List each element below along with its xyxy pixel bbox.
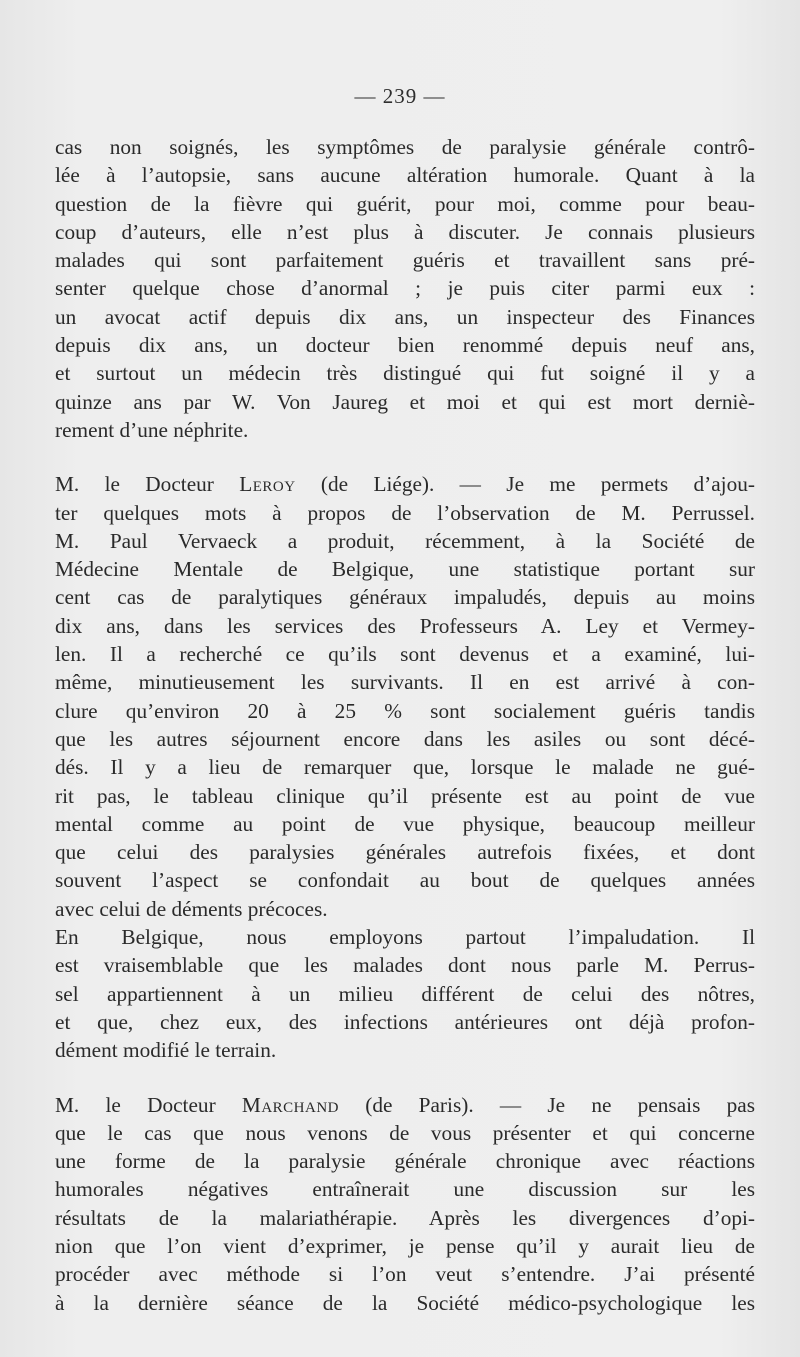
text-line: et surtout un médecin très distingué qui fut soigné il y a: [55, 361, 755, 386]
paragraph-2: [55, 470, 755, 527]
speaker-name: Marchand: [241, 1092, 339, 1117]
text-line: lée à l’autopsie, sans aucune altération humorale. Quant à la: [55, 163, 755, 188]
text-line: et que, chez eux, des infections antérieures ont déjà profon-: [55, 1009, 755, 1034]
paragraph-3: [55, 527, 755, 923]
paragraph-1: [55, 133, 755, 444]
text-line: dix ans, dans les services des Professeurs A. Ley et Vermey-: [55, 613, 755, 638]
text-line: à la dernière séance de la Société médico-psychologique les: [55, 1290, 755, 1315]
text-line: ter quelques mots à propos de l’observation de M. Perrussel.: [55, 500, 755, 525]
text-line: avec celui de déments précoces.: [55, 896, 328, 921]
paragraph-5: [55, 1091, 755, 1317]
paragraph-gap: [55, 444, 755, 470]
text-line: malades qui sont parfaitement guéris et travaillent sans pré-: [55, 248, 755, 273]
text-line: cas non soignés, les symptômes de paralysie générale contrô-: [55, 135, 755, 159]
text-line: dés. Il y a lieu de remarquer que, lorsque le malade ne gué-: [55, 755, 755, 780]
paragraph-4: [55, 923, 755, 1064]
text-line: M. le Docteur Leroy (de Liége). — Je me permets d’ajou-: [55, 472, 755, 497]
speaker-name: Leroy: [239, 472, 296, 497]
text-line: Médecine Mentale de Belgique, une statistique portant sur: [55, 557, 755, 582]
text-line: rit pas, le tableau clinique qu’il présente est au point de vue: [55, 783, 755, 808]
text-line: même, minutieusement les survivants. Il en est arrivé à con-: [55, 670, 755, 695]
text-line: cent cas de paralytiques généraux impaludés, depuis au moins: [55, 585, 755, 610]
text-line: len. Il a recherché ce qu’ils sont devenus et a examiné, lui-: [55, 642, 755, 667]
text-line: souvent l’aspect se confondait au bout de quelques années: [55, 868, 755, 893]
text-line: coup d’auteurs, elle n’est plus à discuter. Je connais plusieurs: [55, 219, 755, 244]
text-line: clure qu’environ 20 à 25 % sont socialement guéris tandis: [55, 698, 755, 723]
text-line: une forme de la paralysie générale chronique avec réactions: [55, 1149, 755, 1174]
text-line: résultats de la malariathérapie. Après les divergences d’opi-: [55, 1205, 755, 1230]
text-line: que les autres séjournent encore dans les asiles ou sont décé-: [55, 726, 755, 751]
text-line: est vraisemblable que les malades dont nous parle M. Perrus-: [55, 953, 755, 978]
text-line: dément modifié le terrain.: [55, 1038, 277, 1063]
text-line: que celui des paralysies générales autrefois fixées, et dont: [55, 840, 755, 865]
text-line: depuis dix ans, un docteur bien renommé depuis neuf ans,: [55, 333, 755, 358]
text-line: quinze ans par W. Von Jaureg et moi et qui est mort derniè-: [55, 389, 755, 414]
text-line: En Belgique, nous employons partout l’impaludation. Il: [55, 925, 755, 950]
text-line: M. le Docteur Marchand (de Paris). — Je ne pensais pas: [55, 1092, 755, 1117]
text-line: mental comme au point de vue physique, beaucoup meilleur: [55, 811, 755, 836]
text-line: nion que l’on vient d’exprimer, je pense qu’il y aurait lieu de: [55, 1233, 755, 1258]
text-line: senter quelque chose d’anormal ; je puis citer parmi eux :: [55, 276, 755, 301]
text-line: sel appartiennent à un milieu différent de celui des nôtres,: [55, 981, 755, 1006]
text-line: humorales négatives entraînerait une discussion sur les: [55, 1177, 755, 1202]
text-line: rement d’une néphrite.: [55, 417, 249, 442]
page-number: — 239 —: [354, 84, 446, 108]
paragraph-gap: [55, 1065, 755, 1091]
text-line: question de la fièvre qui guérit, pour moi, comme pour beau-: [55, 191, 755, 216]
text-line: procéder avec méthode si l’on veut s’entendre. J’ai présenté: [55, 1262, 755, 1287]
text-line: un avocat actif depuis dix ans, un inspecteur des Finances: [55, 304, 755, 329]
text-line: M. Paul Vervaeck a produit, récemment, à la Société de: [55, 528, 755, 553]
text-line: que le cas que nous venons de vous présenter et qui concerne: [55, 1120, 755, 1145]
body-text: [55, 133, 755, 1317]
